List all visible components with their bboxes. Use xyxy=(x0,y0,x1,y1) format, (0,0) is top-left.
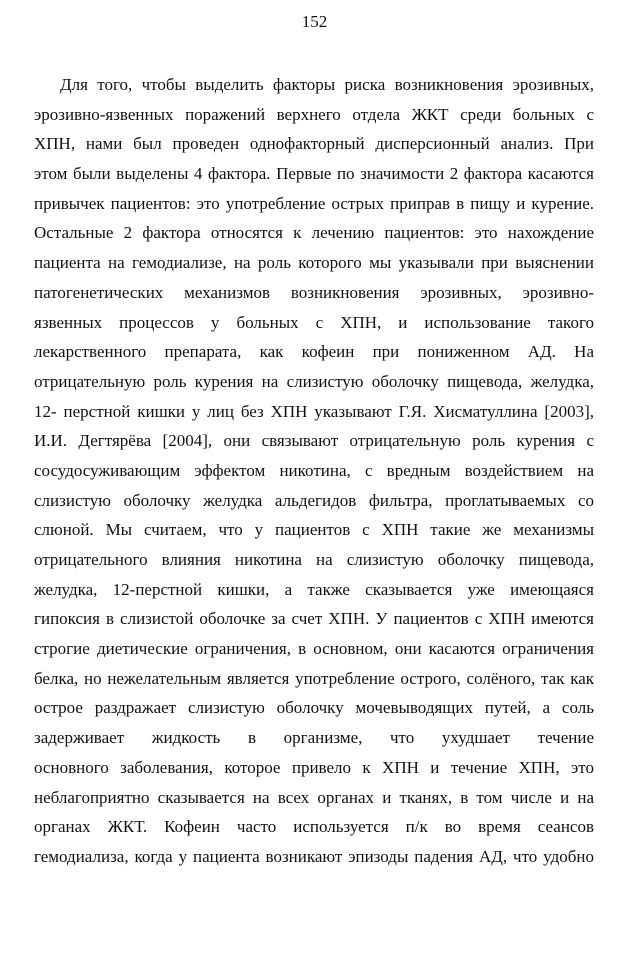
text-line: органах ЖКТ. Кофеин часто используется п/к во время сеансов xyxy=(34,817,594,837)
text-line: Остальные 2 фактора относятся к лечению пациентов: это нахождение xyxy=(34,223,594,243)
body-paragraph xyxy=(34,70,594,872)
text-line: строгие диетические ограничения, в основном, они касаются ограничения xyxy=(34,639,594,659)
text-line: патогенетических механизмов возникновения эрозивных, эрозивно- xyxy=(34,282,594,302)
text-line: лекарственного препарата, как кофеин при пониженном АД. На xyxy=(34,342,594,362)
text-line: желудка, 12-перстной кишки, а также сказывается уже имеющаяся xyxy=(34,579,594,599)
text-line: задерживает жидкость в организме, что ухудшает течение xyxy=(34,728,594,748)
text-line: слизистую оболочку желудка альдегидов фильтра, проглатываемых со xyxy=(34,490,594,510)
text-line: ХПН, нами был проведен однофакторный дисперсионный анализ. При xyxy=(34,134,594,154)
text-line: основного заболевания, которое привело к ХПН и течение ХПН, это xyxy=(34,757,594,777)
text-line: этом были выделены 4 фактора. Первые по значимости 2 фактора касаются xyxy=(34,164,594,184)
text-line: язвенных процессов у больных с ХПН, и использование такого xyxy=(34,312,594,332)
text-line: гипоксия в слизистой оболочке за счет ХПН. У пациентов с ХПН имеются xyxy=(34,609,594,629)
text-line: пациента на гемодиализе, на роль которого мы указывали при выяснении xyxy=(34,253,594,273)
text-line: эрозивно-язвенных поражений верхнего отдела ЖКТ среди больных с xyxy=(34,104,594,124)
text-line: И.И. Дегтярёва [2004], они связывают отрицательную роль курения с xyxy=(34,431,594,451)
text-line: белка, но нежелательным является употребление острого, солёного, так как xyxy=(34,668,594,688)
text-line: гемодиализа, когда у пациента возникают эпизоды падения АД, что удобно xyxy=(34,846,594,866)
text-line: отрицательную роль курения на слизистую оболочку пищевода, желудка, xyxy=(34,371,594,391)
text-line: сосудосуживающим эффектом никотина, с вредным воздействием на xyxy=(34,460,594,480)
text-line: острое раздражает слизистую оболочку мочевыводящих путей, а соль xyxy=(34,698,594,718)
text-line: Для того, чтобы выделить факторы риска возникновения эрозивных, xyxy=(60,75,594,94)
text-line: 12- перстной кишки у лиц без ХПН указывают Г.Я. Хисматуллина [2003], xyxy=(34,401,594,421)
text-line: неблагоприятно сказывается на всех органах и тканях, в том числе и на xyxy=(34,787,594,807)
text-line: привычек пациентов: это употребление острых приправ в пищу и курение. xyxy=(34,193,594,213)
text-line: слюной. Мы считаем, что у пациентов с ХПН такие же механизмы xyxy=(34,520,594,540)
page-number: 152 xyxy=(301,12,328,31)
text-line: отрицательного влияния никотина на слизистую оболочку пищевода, xyxy=(34,550,594,569)
